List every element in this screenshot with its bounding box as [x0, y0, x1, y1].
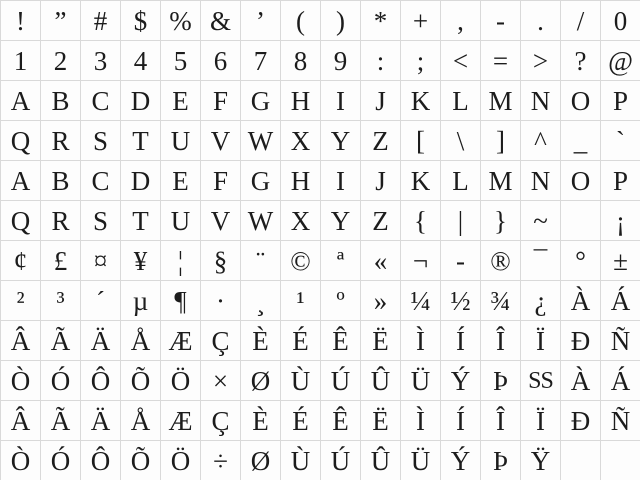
- empty-cell: [600, 440, 640, 480]
- glyph-cell[interactable]: F: [200, 160, 240, 200]
- glyph-cell[interactable]: <: [440, 40, 480, 80]
- glyph-cell[interactable]: Ë: [360, 320, 400, 360]
- glyph-cell[interactable]: *: [360, 0, 400, 40]
- glyph-cell[interactable]: Ó: [40, 440, 80, 480]
- glyph-cell[interactable]: _: [560, 120, 600, 160]
- glyph-cell[interactable]: Ô: [80, 440, 120, 480]
- glyph-cell[interactable]: Z: [360, 120, 400, 160]
- glyph-cell[interactable]: Î: [480, 320, 520, 360]
- glyph-cell[interactable]: G: [240, 160, 280, 200]
- glyph-cell[interactable]: º: [320, 280, 360, 320]
- glyph-cell[interactable]: Ó: [40, 360, 80, 400]
- glyph-cell[interactable]: ¯: [520, 240, 560, 280]
- glyph-cell[interactable]: T: [120, 200, 160, 240]
- glyph-cell[interactable]: P: [600, 160, 640, 200]
- glyph-cell[interactable]: Ì: [400, 320, 440, 360]
- glyph-cell[interactable]: Ú: [320, 440, 360, 480]
- glyph-cell[interactable]: =: [480, 40, 520, 80]
- glyph-cell[interactable]: X: [280, 200, 320, 240]
- glyph-cell[interactable]: G: [240, 80, 280, 120]
- glyph-cell[interactable]: Ö: [160, 440, 200, 480]
- glyph-cell[interactable]: Ã: [40, 320, 80, 360]
- glyph-cell[interactable]: Q: [0, 120, 40, 160]
- glyph-cell[interactable]: H: [280, 80, 320, 120]
- glyph-cell[interactable]: Ã: [40, 400, 80, 440]
- glyph-cell[interactable]: I: [320, 80, 360, 120]
- glyph-cell[interactable]: Ü: [400, 440, 440, 480]
- glyph-cell[interactable]: }: [480, 200, 520, 240]
- glyph-cell[interactable]: ·: [200, 280, 240, 320]
- glyph-cell[interactable]: Ù: [280, 360, 320, 400]
- glyph-cell[interactable]: U: [160, 200, 200, 240]
- glyph-cell[interactable]: Ï: [520, 320, 560, 360]
- glyph-cell[interactable]: M: [480, 80, 520, 120]
- glyph-cell[interactable]: $: [120, 0, 160, 40]
- glyph-cell[interactable]: F: [200, 80, 240, 120]
- glyph-cell[interactable]: Ÿ: [520, 440, 560, 480]
- glyph-cell[interactable]: 0: [600, 0, 640, 40]
- glyph-cell[interactable]: Å: [120, 320, 160, 360]
- glyph-cell[interactable]: ,: [440, 0, 480, 40]
- glyph-cell[interactable]: ¢: [0, 240, 40, 280]
- glyph-cell[interactable]: M: [480, 160, 520, 200]
- glyph-cell[interactable]: ¦: [160, 240, 200, 280]
- glyph-cell[interactable]: ”: [40, 0, 80, 40]
- glyph-cell[interactable]: ª: [320, 240, 360, 280]
- glyph-cell[interactable]: ¾: [480, 280, 520, 320]
- glyph-cell[interactable]: Â: [0, 400, 40, 440]
- glyph-cell[interactable]: 3: [80, 40, 120, 80]
- glyph-cell[interactable]: #: [80, 0, 120, 40]
- glyph-cell[interactable]: Æ: [160, 400, 200, 440]
- glyph-cell[interactable]: Ê: [320, 400, 360, 440]
- glyph-cell[interactable]: 4: [120, 40, 160, 80]
- glyph-cell[interactable]: ’: [240, 0, 280, 40]
- glyph-cell[interactable]: Þ: [480, 360, 520, 400]
- glyph-cell[interactable]: @: [600, 40, 640, 80]
- glyph-cell[interactable]: Ë: [360, 400, 400, 440]
- glyph-cell[interactable]: ^: [520, 120, 560, 160]
- glyph-cell[interactable]: \: [440, 120, 480, 160]
- glyph-cell[interactable]: D: [120, 160, 160, 200]
- glyph-cell[interactable]: É: [280, 320, 320, 360]
- glyph-cell[interactable]: Z: [360, 200, 400, 240]
- glyph-cell[interactable]: `: [600, 120, 640, 160]
- glyph-cell[interactable]: Ê: [320, 320, 360, 360]
- glyph-cell[interactable]: »: [360, 280, 400, 320]
- glyph-cell[interactable]: :: [360, 40, 400, 80]
- glyph-cell[interactable]: (: [280, 0, 320, 40]
- glyph-cell[interactable]: ¹: [280, 280, 320, 320]
- glyph-cell[interactable]: S: [80, 120, 120, 160]
- glyph-cell[interactable]: ²: [0, 280, 40, 320]
- glyph-cell[interactable]: O: [560, 80, 600, 120]
- glyph-cell[interactable]: R: [40, 120, 80, 160]
- glyph-cell[interactable]: Ú: [320, 360, 360, 400]
- glyph-cell[interactable]: Ý: [440, 360, 480, 400]
- glyph-cell[interactable]: Â: [0, 320, 40, 360]
- glyph-cell[interactable]: A: [0, 80, 40, 120]
- glyph-cell[interactable]: 5: [160, 40, 200, 80]
- glyph-cell[interactable]: C: [80, 160, 120, 200]
- glyph-cell[interactable]: Q: [0, 200, 40, 240]
- glyph-cell[interactable]: Æ: [160, 320, 200, 360]
- glyph-cell[interactable]: ´: [80, 280, 120, 320]
- glyph-cell[interactable]: -: [480, 0, 520, 40]
- glyph-cell[interactable]: J: [360, 160, 400, 200]
- glyph-cell[interactable]: 6: [200, 40, 240, 80]
- glyph-cell[interactable]: Ç: [200, 400, 240, 440]
- glyph-cell[interactable]: ]: [480, 120, 520, 160]
- glyph-cell[interactable]: Ä: [80, 320, 120, 360]
- glyph-cell[interactable]: .: [520, 0, 560, 40]
- glyph-cell[interactable]: ¥: [120, 240, 160, 280]
- glyph-cell[interactable]: ~: [520, 200, 560, 240]
- glyph-cell[interactable]: ½: [440, 280, 480, 320]
- glyph-cell[interactable]: ®: [480, 240, 520, 280]
- glyph-cell[interactable]: Y: [320, 120, 360, 160]
- glyph-cell[interactable]: Ñ: [600, 400, 640, 440]
- glyph-cell[interactable]: ±: [600, 240, 640, 280]
- glyph-cell[interactable]: SS: [520, 360, 560, 400]
- glyph-cell[interactable]: É: [280, 400, 320, 440]
- glyph-cell[interactable]: Å: [120, 400, 160, 440]
- glyph-cell[interactable]: Ò: [0, 360, 40, 400]
- glyph-cell[interactable]: Ø: [240, 440, 280, 480]
- glyph-cell[interactable]: Í: [440, 400, 480, 440]
- glyph-cell[interactable]: ): [320, 0, 360, 40]
- glyph-cell[interactable]: 7: [240, 40, 280, 80]
- glyph-cell[interactable]: C: [80, 80, 120, 120]
- glyph-cell[interactable]: L: [440, 80, 480, 120]
- glyph-cell[interactable]: B: [40, 80, 80, 120]
- glyph-cell[interactable]: Û: [360, 440, 400, 480]
- glyph-cell[interactable]: P: [600, 80, 640, 120]
- glyph-cell[interactable]: {: [400, 200, 440, 240]
- glyph-cell[interactable]: ¤: [80, 240, 120, 280]
- glyph-cell[interactable]: 2: [40, 40, 80, 80]
- glyph-cell[interactable]: Ý: [440, 440, 480, 480]
- glyph-cell[interactable]: ³: [40, 280, 80, 320]
- glyph-cell[interactable]: Á: [600, 360, 640, 400]
- glyph-cell[interactable]: N: [520, 80, 560, 120]
- glyph-cell[interactable]: 8: [280, 40, 320, 80]
- glyph-cell[interactable]: ¸: [240, 280, 280, 320]
- glyph-cell[interactable]: °: [560, 240, 600, 280]
- glyph-cell[interactable]: Þ: [480, 440, 520, 480]
- glyph-cell[interactable]: D: [120, 80, 160, 120]
- glyph-cell[interactable]: E: [160, 80, 200, 120]
- glyph-cell[interactable]: &: [200, 0, 240, 40]
- glyph-cell[interactable]: Ô: [80, 360, 120, 400]
- glyph-cell[interactable]: Ä: [80, 400, 120, 440]
- glyph-cell[interactable]: A: [0, 160, 40, 200]
- glyph-cell[interactable]: V: [200, 120, 240, 160]
- glyph-cell[interactable]: 9: [320, 40, 360, 80]
- glyph-cell[interactable]: «: [360, 240, 400, 280]
- glyph-cell[interactable]: ¨: [240, 240, 280, 280]
- empty-cell: [560, 440, 600, 480]
- glyph-cell[interactable]: U: [160, 120, 200, 160]
- glyph-cell[interactable]: Á: [600, 280, 640, 320]
- glyph-cell[interactable]: Ì: [400, 400, 440, 440]
- glyph-cell[interactable]: 1: [0, 40, 40, 80]
- glyph-cell[interactable]: |: [440, 200, 480, 240]
- glyph-cell[interactable]: %: [160, 0, 200, 40]
- glyph-cell[interactable]: ¶: [160, 280, 200, 320]
- glyph-cell[interactable]: Õ: [120, 440, 160, 480]
- glyph-cell[interactable]: È: [240, 400, 280, 440]
- glyph-cell[interactable]: K: [400, 160, 440, 200]
- glyph-cell[interactable]: Y: [320, 200, 360, 240]
- glyph-cell[interactable]: S: [80, 200, 120, 240]
- glyph-cell[interactable]: ¼: [400, 280, 440, 320]
- glyph-cell[interactable]: Ö: [160, 360, 200, 400]
- glyph-cell[interactable]: W: [240, 120, 280, 160]
- empty-cell: [560, 200, 600, 240]
- glyph-cell[interactable]: Ò: [0, 440, 40, 480]
- glyph-cell[interactable]: X: [280, 120, 320, 160]
- glyph-cell[interactable]: Ù: [280, 440, 320, 480]
- glyph-cell[interactable]: I: [320, 160, 360, 200]
- glyph-cell[interactable]: -: [440, 240, 480, 280]
- glyph-cell[interactable]: ;: [400, 40, 440, 80]
- glyph-cell[interactable]: !: [0, 0, 40, 40]
- glyph-cell[interactable]: +: [400, 0, 440, 40]
- glyph-cell[interactable]: Ñ: [600, 320, 640, 360]
- glyph-cell[interactable]: L: [440, 160, 480, 200]
- glyph-cell[interactable]: ¡: [600, 200, 640, 240]
- glyph-cell[interactable]: N: [520, 160, 560, 200]
- glyph-cell[interactable]: R: [40, 200, 80, 240]
- glyph-cell[interactable]: Ð: [560, 400, 600, 440]
- glyph-cell[interactable]: §: [200, 240, 240, 280]
- glyph-cell[interactable]: Í: [440, 320, 480, 360]
- glyph-cell[interactable]: È: [240, 320, 280, 360]
- glyph-cell[interactable]: Ø: [240, 360, 280, 400]
- glyph-cell[interactable]: Õ: [120, 360, 160, 400]
- glyph-cell[interactable]: O: [560, 160, 600, 200]
- glyph-cell[interactable]: T: [120, 120, 160, 160]
- glyph-cell[interactable]: À: [560, 360, 600, 400]
- glyph-cell[interactable]: ¿: [520, 280, 560, 320]
- glyph-cell[interactable]: ÷: [200, 440, 240, 480]
- glyph-cell[interactable]: J: [360, 80, 400, 120]
- glyph-cell[interactable]: W: [240, 200, 280, 240]
- glyph-cell[interactable]: Ï: [520, 400, 560, 440]
- glyph-cell[interactable]: /: [560, 0, 600, 40]
- glyph-cell[interactable]: ¬: [400, 240, 440, 280]
- glyph-cell[interactable]: Ð: [560, 320, 600, 360]
- glyph-cell[interactable]: [: [400, 120, 440, 160]
- glyph-cell[interactable]: V: [200, 200, 240, 240]
- glyph-cell[interactable]: Î: [480, 400, 520, 440]
- glyph-cell[interactable]: E: [160, 160, 200, 200]
- glyph-cell[interactable]: Ç: [200, 320, 240, 360]
- glyph-cell[interactable]: ×: [200, 360, 240, 400]
- glyph-cell[interactable]: Û: [360, 360, 400, 400]
- glyph-cell[interactable]: Ü: [400, 360, 440, 400]
- glyph-cell[interactable]: ©: [280, 240, 320, 280]
- glyph-cell[interactable]: ?: [560, 40, 600, 80]
- glyph-cell[interactable]: £: [40, 240, 80, 280]
- glyph-cell[interactable]: K: [400, 80, 440, 120]
- glyph-cell[interactable]: B: [40, 160, 80, 200]
- glyph-cell[interactable]: µ: [120, 280, 160, 320]
- glyph-cell[interactable]: À: [560, 280, 600, 320]
- glyph-cell[interactable]: >: [520, 40, 560, 80]
- glyph-cell[interactable]: H: [280, 160, 320, 200]
